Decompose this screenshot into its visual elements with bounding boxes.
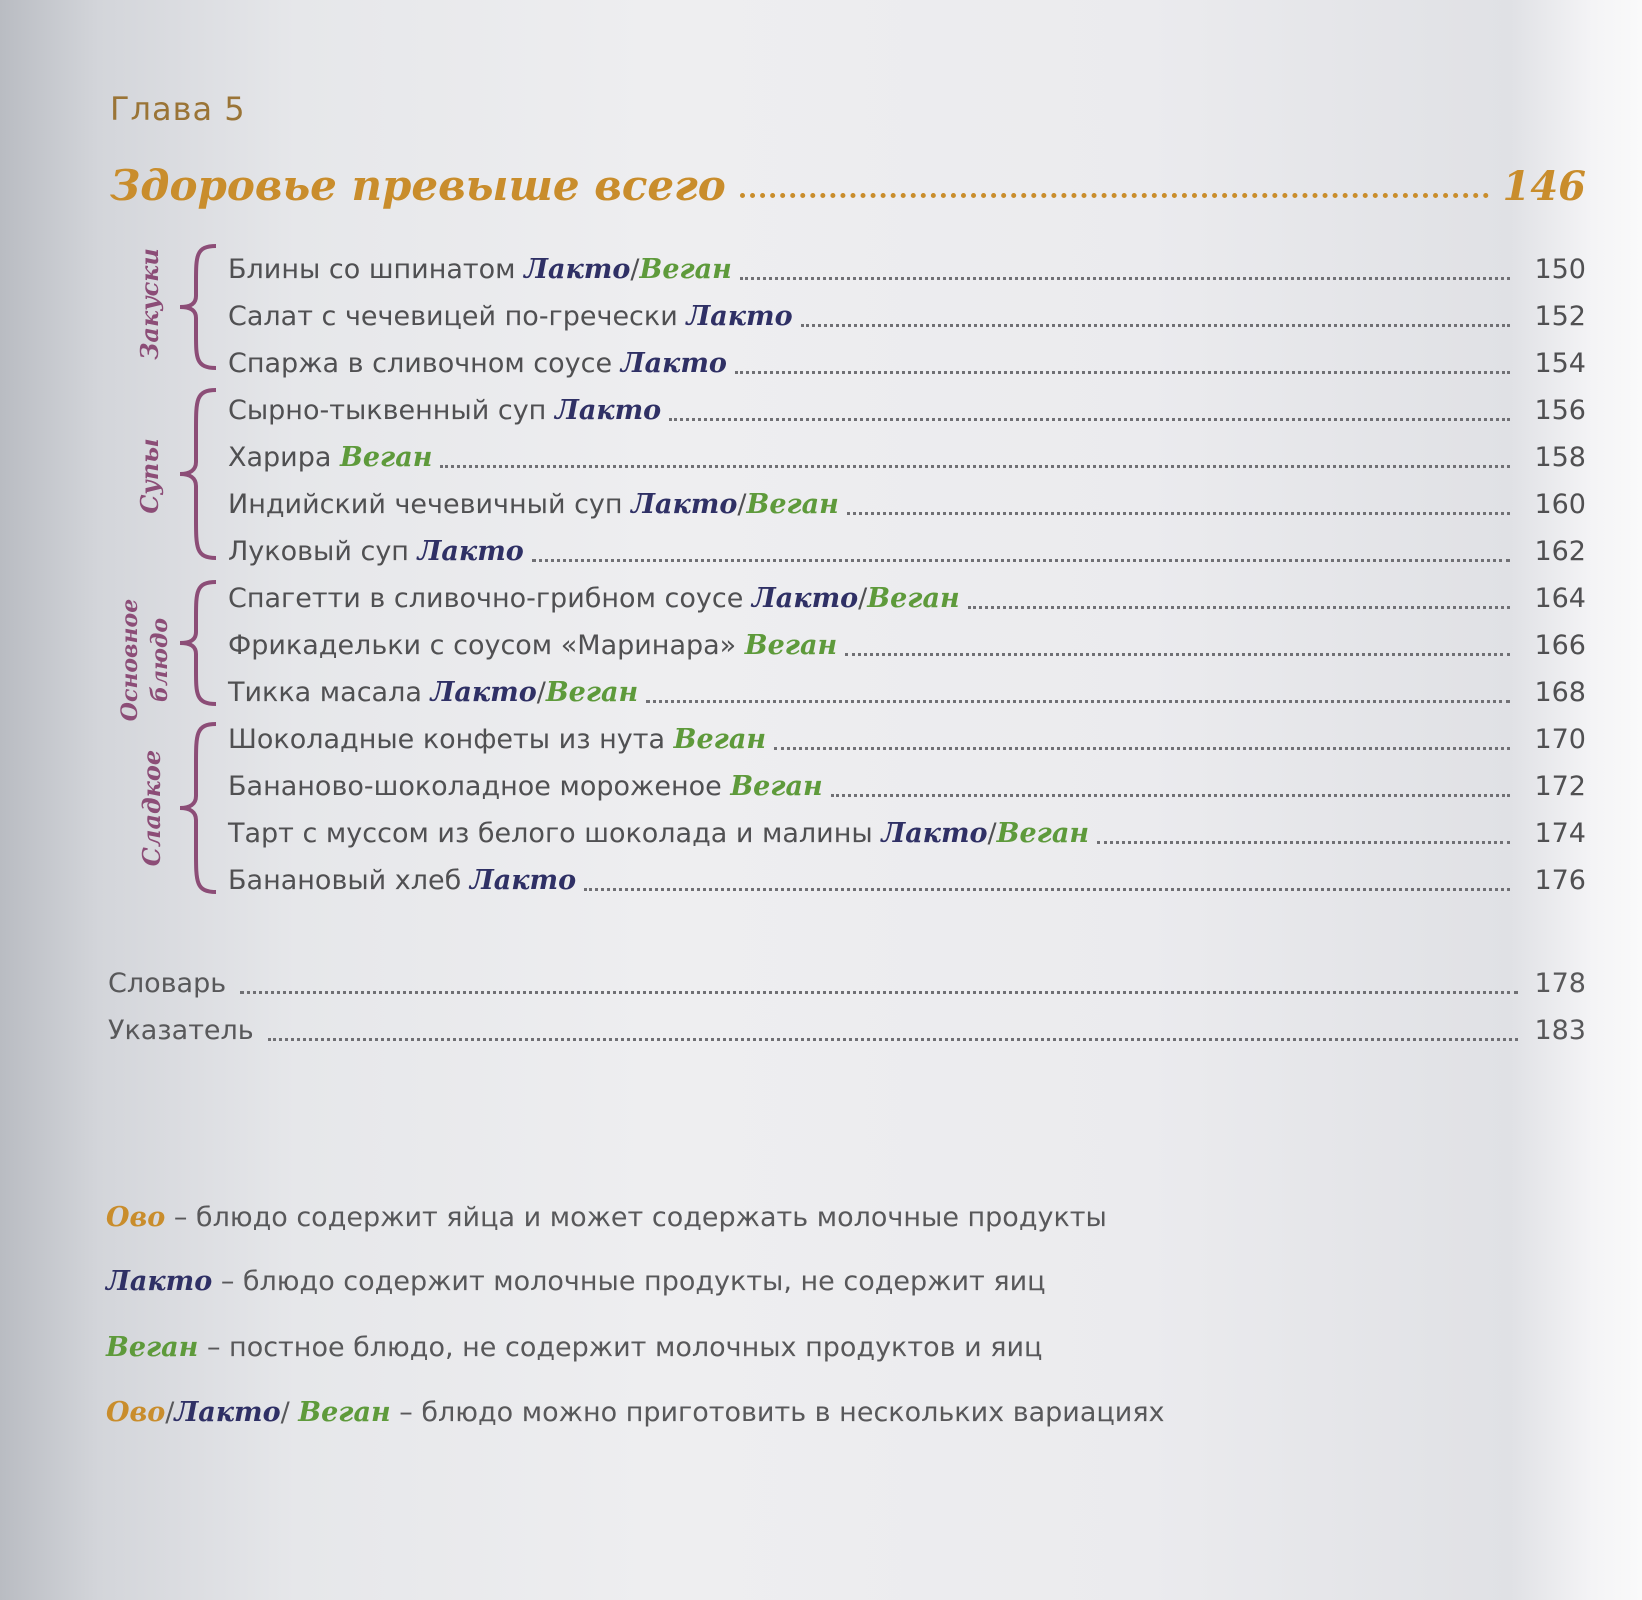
- entry-page-number: 176: [1534, 864, 1586, 896]
- lakto-tag: Лакто: [686, 300, 793, 332]
- toc-entry[interactable]: [228, 578, 1586, 618]
- entry-name: Шоколадные конфеты из нута: [228, 723, 666, 755]
- toc-entry[interactable]: [228, 531, 1586, 571]
- toc-entry[interactable]: [228, 249, 1586, 289]
- lakto-tag: Лакто: [631, 488, 738, 520]
- dot-leader: [774, 747, 1510, 750]
- dot-leader: [845, 653, 1510, 656]
- dot-leader: [735, 371, 1510, 374]
- brace-supy: [176, 386, 226, 562]
- entry-name: Фрикадельки с соусом «Маринара»: [228, 629, 737, 661]
- entry-page-number: 160: [1534, 488, 1586, 520]
- entry-page-number: 164: [1534, 582, 1586, 614]
- lakto-tag: Лакто: [469, 864, 577, 896]
- entry-page-number: 183: [1534, 1014, 1586, 1046]
- entry-page-number: 178: [1534, 967, 1586, 999]
- tag-separator: /: [165, 1397, 175, 1428]
- dot-leader: [669, 418, 1510, 421]
- ovo-tag: Ово: [106, 1397, 166, 1428]
- legend-lakto: [106, 1266, 1046, 1297]
- entry-name: Банановый хлеб: [228, 864, 462, 896]
- section-label-zakuski: Закуски: [135, 248, 164, 360]
- chapter-page-number: 146: [1502, 163, 1586, 210]
- entry-name: Указатель: [108, 1014, 254, 1046]
- toc-entry[interactable]: [228, 296, 1586, 336]
- vegan-tag: Веган: [106, 1332, 199, 1363]
- vegan-tag: Веган: [744, 629, 838, 661]
- entry-name: Харира: [228, 441, 332, 473]
- entry-page-number: 174: [1534, 817, 1586, 849]
- entry-page-number: 158: [1534, 441, 1586, 473]
- dot-leader: [801, 324, 1510, 327]
- entry-page-number: 168: [1534, 676, 1586, 708]
- legend-text: – блюдо можно приготовить в нескольких вариациях: [390, 1397, 1165, 1428]
- chapter-title-row[interactable]: [110, 150, 1586, 210]
- entry-name: Спагетти в сливочно-грибном соусе: [228, 582, 744, 614]
- toc-entry[interactable]: [228, 343, 1586, 383]
- dot-leader: [268, 1038, 1519, 1041]
- lakto-tag: Лакто: [524, 253, 631, 285]
- entry-name: Индийский чечевичный суп: [228, 488, 623, 520]
- ovo-tag: Ово: [106, 1202, 166, 1233]
- tag-separator: /: [280, 1397, 299, 1428]
- vegan-tag: Веган: [730, 770, 823, 802]
- tag-separator: /: [858, 582, 868, 614]
- section-label-supy: Супы: [135, 438, 164, 514]
- lakto-tag: Лакто: [881, 817, 988, 849]
- entry-name: Салат с чечевицей по-гречески: [228, 300, 678, 332]
- lakto-tag: Лакто: [106, 1266, 213, 1297]
- entry-page-number: 172: [1534, 770, 1586, 802]
- entry-name: Блины со шпинатом: [228, 253, 516, 285]
- entry-page-number: 150: [1534, 253, 1586, 285]
- vegan-tag: Веган: [545, 676, 639, 708]
- section-label-osnovnoe: Основное блюдо: [117, 598, 173, 722]
- vegan-tag: Веган: [340, 441, 433, 473]
- entry-name: Словарь: [108, 967, 227, 999]
- dot-leader: [646, 700, 1510, 703]
- toc-entry[interactable]: [228, 860, 1586, 900]
- dot-leader: [831, 794, 1510, 797]
- entry-name: Спаржа в сливочном соусе: [228, 347, 613, 379]
- dot-leader: [440, 465, 1510, 468]
- legend-ovo: [106, 1202, 1107, 1233]
- dot-leader: [584, 888, 1510, 891]
- toc-entry[interactable]: [228, 484, 1586, 524]
- chapter-label: Глава 5: [110, 90, 246, 128]
- lakto-tag: Лакто: [430, 676, 537, 708]
- dot-leader: [968, 606, 1510, 609]
- entry-name: Бананово-шоколадное мороженое: [228, 770, 722, 802]
- vegan-tag: Веган: [673, 723, 767, 755]
- entry-name: Тарт с муссом из белого шоколада и малины: [228, 817, 873, 849]
- entry-page-number: 166: [1534, 629, 1586, 661]
- toc-entry-glossary[interactable]: [108, 963, 1586, 1003]
- lakto-tag: Лакто: [174, 1397, 281, 1428]
- entry-name: Тикка масала: [228, 676, 422, 708]
- entry-page-number: 162: [1534, 535, 1586, 567]
- lakto-tag: Лакто: [620, 347, 727, 379]
- vegan-tag: Веган: [746, 488, 839, 520]
- section-label-sladkoe: Сладкое: [137, 749, 166, 867]
- legend-text: – блюдо содержит яйца и может содержать молочные продукты: [165, 1202, 1107, 1233]
- dot-leader: [532, 559, 1510, 562]
- vegan-tag: Веган: [996, 817, 1090, 849]
- dot-leader: [240, 991, 1518, 994]
- vegan-tag: Веган: [867, 582, 960, 614]
- brace-zakuski: [176, 242, 226, 372]
- tag-separator: /: [737, 488, 747, 520]
- chapter-title: Здоровье превыше всего: [110, 161, 726, 210]
- entry-name: Луковый суп: [228, 535, 409, 567]
- dot-leader: [740, 277, 1510, 280]
- entry-page-number: 152: [1534, 300, 1586, 332]
- legend-combo: [106, 1397, 1165, 1428]
- tag-separator: /: [987, 817, 997, 849]
- lakto-tag: Лакто: [417, 535, 524, 567]
- legend-vegan: [106, 1332, 1042, 1363]
- toc-entry[interactable]: [228, 390, 1586, 430]
- entry-name: Сырно-тыквенный суп: [228, 394, 547, 426]
- vegan-tag: Веган: [639, 253, 732, 285]
- brace-osnovnoe: [176, 578, 226, 708]
- lakto-tag: Лакто: [554, 394, 662, 426]
- toc-entry[interactable]: [228, 766, 1586, 806]
- dot-leader: [740, 193, 1489, 198]
- toc-entry[interactable]: [228, 625, 1586, 665]
- dot-leader: [1097, 841, 1510, 844]
- brace-sladkoe: [176, 720, 226, 896]
- legend-text: – блюдо содержит молочные продукты, не содержит яиц: [212, 1266, 1046, 1297]
- lakto-tag: Лакто: [751, 582, 859, 614]
- entry-page-number: 170: [1534, 723, 1586, 755]
- toc-entry[interactable]: [228, 813, 1586, 853]
- toc-entry[interactable]: [228, 672, 1586, 712]
- vegan-tag: Веган: [298, 1397, 391, 1428]
- legend-text: – постное блюдо, не содержит молочных продуктов и яиц: [198, 1332, 1043, 1363]
- entry-page-number: 154: [1534, 347, 1586, 379]
- toc-entry[interactable]: [228, 437, 1586, 477]
- dot-leader: [847, 512, 1510, 515]
- tag-separator: /: [630, 253, 640, 285]
- tag-separator: /: [536, 676, 546, 708]
- entry-page-number: 156: [1534, 394, 1586, 426]
- toc-entry-index[interactable]: [108, 1010, 1586, 1050]
- toc-entry[interactable]: [228, 719, 1586, 759]
